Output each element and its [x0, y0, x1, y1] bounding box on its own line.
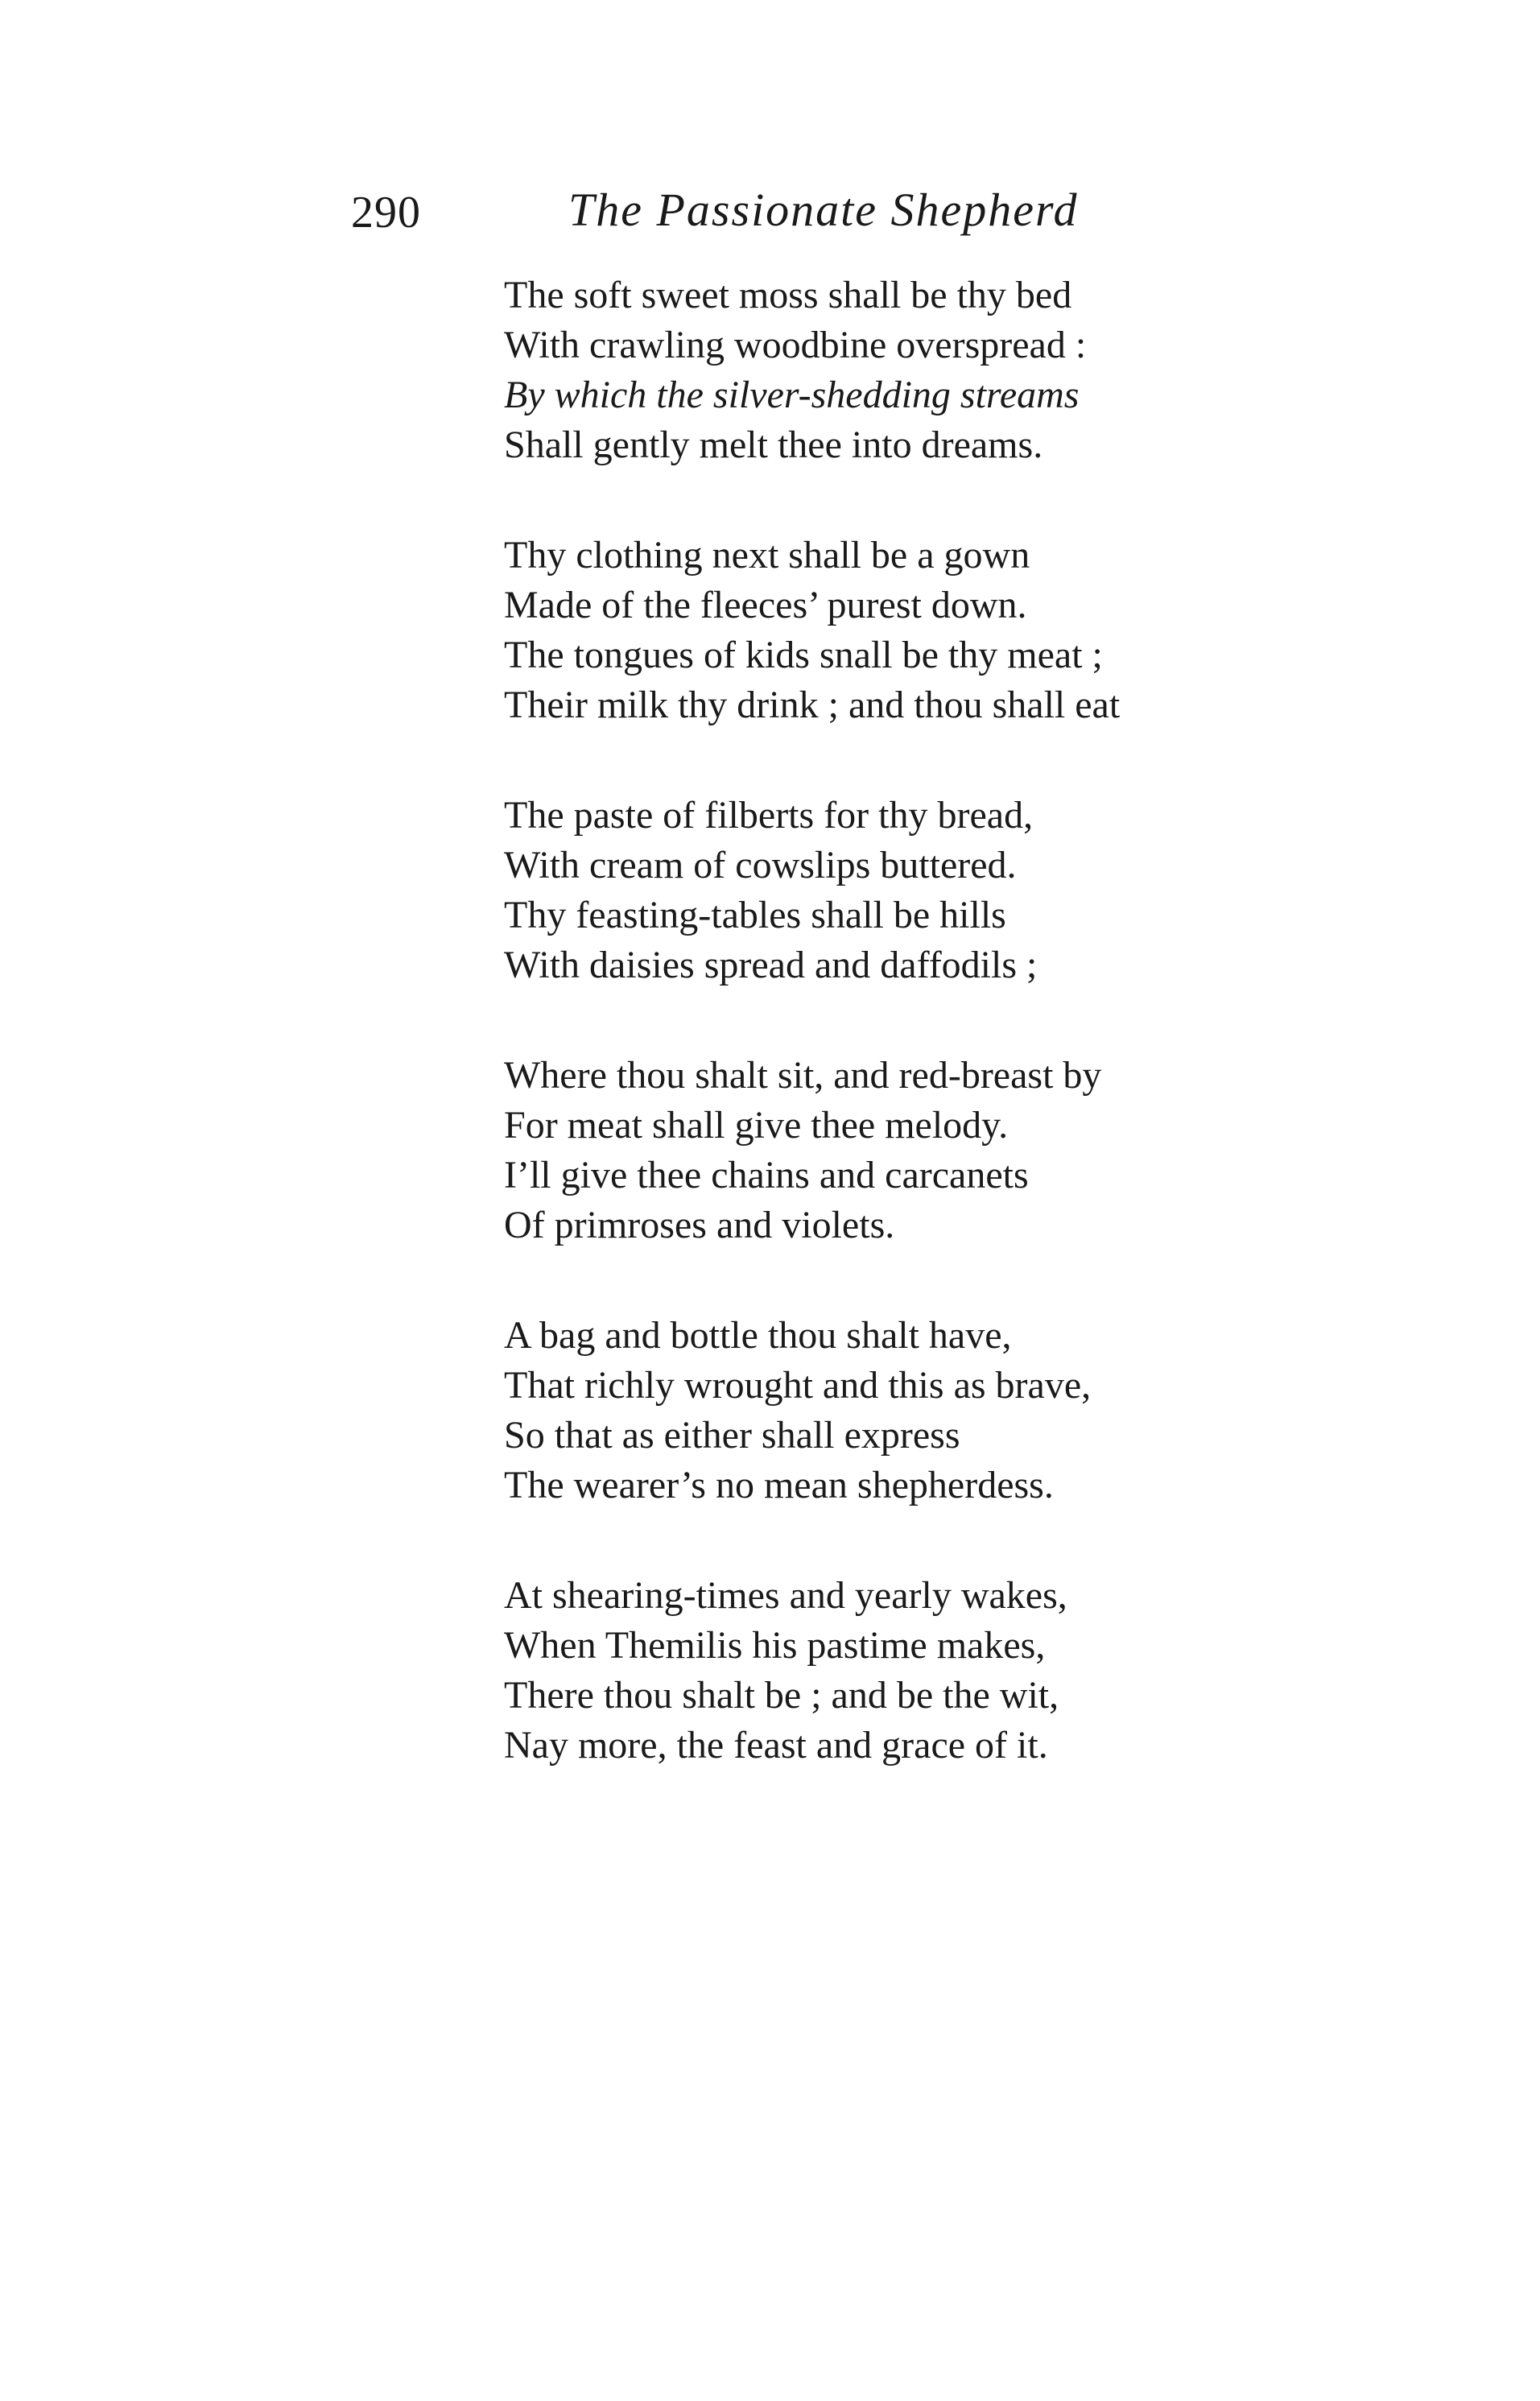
poem-line: There thou shalt be ; and be the wit,: [504, 1674, 1059, 1717]
stanza-3: [504, 791, 1389, 990]
poem-line: Shall gently melt thee into dreams.: [504, 424, 1043, 466]
poem-line: For meat shall give thee melody.: [504, 1104, 1009, 1147]
poem-line: Made of the fleeces’ purest down.: [504, 584, 1027, 626]
poem-line: That richly wrought and this as brave,: [504, 1364, 1092, 1407]
poem-line: With cream of cowslips buttered.: [504, 844, 1017, 886]
poem-line: A bag and bottle thou shalt have,: [504, 1314, 1012, 1357]
stanza-2: [504, 531, 1389, 730]
poem-line: The tongues of kids snall be thy meat ;: [504, 634, 1103, 676]
poem-line: The soft sweet moss shall be thy bed: [504, 274, 1072, 316]
stanza-1: [504, 271, 1389, 470]
poem-line: With crawling woodbine overspread :: [504, 324, 1087, 366]
poem: [504, 271, 1389, 1831]
poem-line: Thy clothing next shall be a gown: [504, 534, 1030, 576]
poem-line: The paste of filberts for thy bread,: [504, 794, 1034, 837]
poem-line: With daisies spread and daffodils ;: [504, 944, 1038, 986]
poem-line: The wearer’s no mean shepherdess.: [504, 1464, 1054, 1506]
poem-line: Their milk thy drink ; and thou shall eat: [504, 684, 1121, 726]
poem-line: Where thou shalt sit, and red-breast by: [504, 1054, 1102, 1097]
poem-line: Of primroses and violets.: [504, 1204, 895, 1246]
poem-line: By which the silver-shedding streams: [504, 374, 1080, 416]
stanza-4: [504, 1051, 1389, 1250]
poem-line: I’ll give thee chains and carcanets: [504, 1154, 1029, 1196]
poem-line: Nay more, the feast and grace of it.: [504, 1724, 1048, 1767]
poem-line: When Themilis his pastime makes,: [504, 1624, 1046, 1667]
stanza-5: [504, 1311, 1389, 1510]
poem-line: Thy feasting-tables shall be hills: [504, 894, 1006, 936]
running-title: The Passionate Shepherd: [568, 184, 1079, 236]
poem-line: So that as either shall express: [504, 1414, 960, 1457]
poem-line: At shearing-times and yearly wakes,: [504, 1574, 1067, 1617]
page-number: 290: [351, 188, 421, 238]
stanza-6: [504, 1571, 1389, 1771]
